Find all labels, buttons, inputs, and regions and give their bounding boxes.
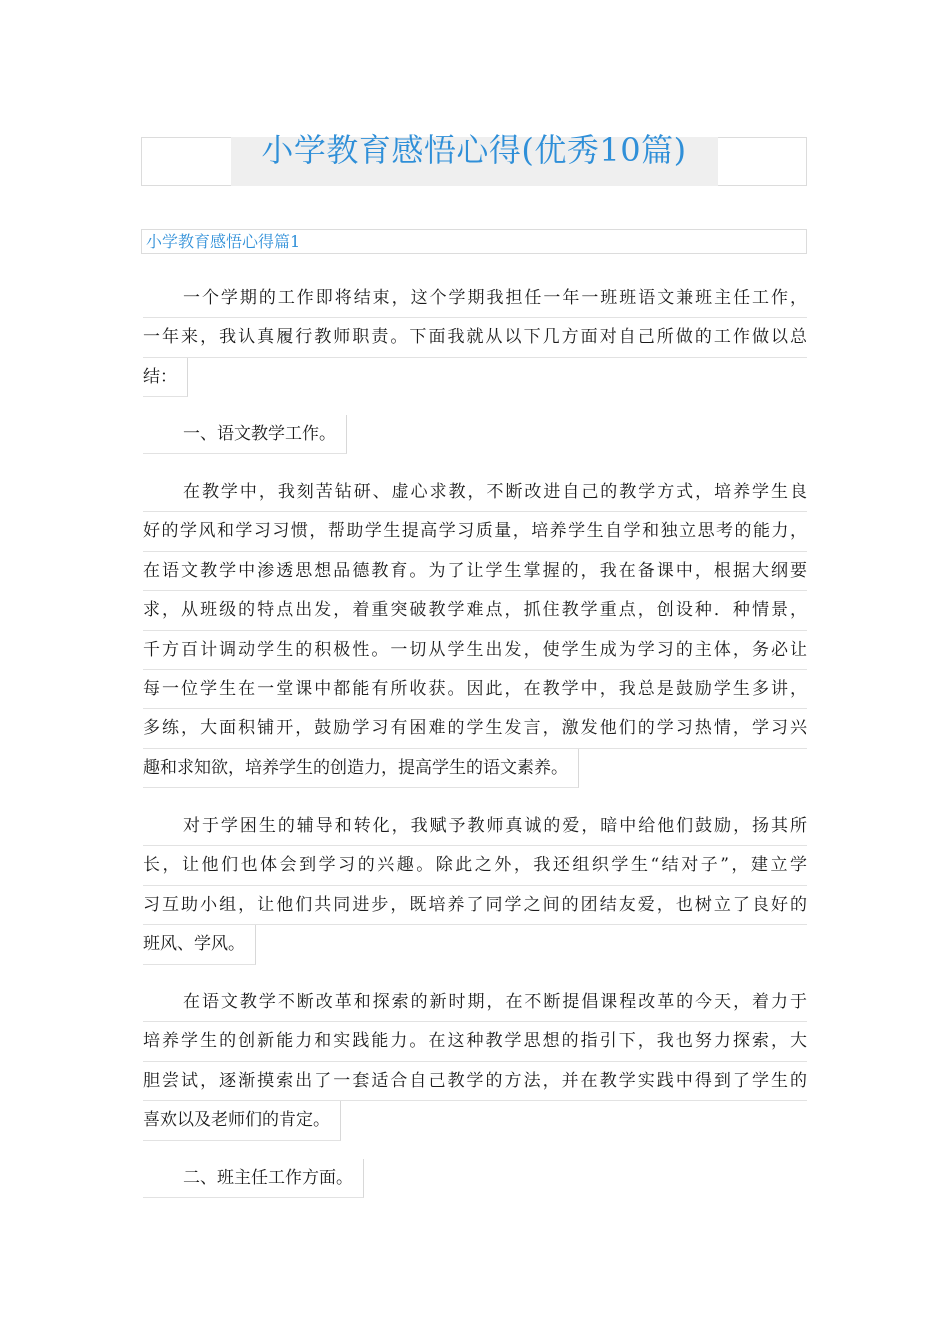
paragraph-line: 在教学中，我刻苦钻研、虚心求教，不断改进自己的教学方式，培养学生良 [143,473,807,512]
paragraph-line: 习互助小组，让他们共同进步，既培养了同学之间的团结友爱，也树立了良好的 [143,886,807,925]
paragraph-line: 千方百计调动学生的积极性。一切从学生出发，使学生成为学习的主体，务必让 [143,631,807,670]
paragraph-4 [143,807,807,980]
paragraph-line: 求，从班级的特点出发，着重突破教学难点，抓住教学重点，创设种．种情景， [143,591,807,630]
paragraph-line: 趣和求知欲，培养学生的创造力，提高学生的语文素养。 [143,749,579,788]
paragraph-3 [143,473,807,804]
document-title: 小学教育感悟心得(优秀10篇) [261,131,687,169]
paragraph-line: 好的学风和学习习惯，帮助学生提高学习质量，培养学生自学和独立思考的能力， [143,512,807,551]
paragraph-line: 喜欢以及老师们的肯定。 [143,1101,341,1140]
paragraph-2 [143,415,807,454]
paragraph-line: 对于学困生的辅导和转化，我赋予教师真诚的爱，暗中给他们鼓励，扬其所 [143,807,807,846]
subsection-heading: 二、班主任工作方面。 [143,1159,364,1198]
paragraph-line: 在语文教学不断改革和探索的新时期，在不断提倡课程改革的今天，着力于 [143,983,807,1022]
paragraph-line: 一个学期的工作即将结束，这个学期我担任一年一班班语文兼班主任工作， [143,279,807,318]
section-heading: 小学教育感悟心得篇1 [146,232,301,251]
paragraph-1 [143,279,807,413]
paragraph-line: 胆尝试，逐渐摸索出了一套适合自己教学的方法，并在教学实践中得到了学生的 [143,1062,807,1101]
paragraph-line: 培养学生的创新能力和实践能力。在这种教学思想的指引下，我也努力探索，大 [143,1022,807,1061]
paragraph-5 [143,983,807,1156]
paragraph-line: 每一位学生在一堂课中都能有所收获。因此，在教学中，我总是鼓励学生多讲， [143,670,807,709]
paragraph-line: 在语文教学中渗透思想品德教育。为了让学生掌握的，我在备课中，根据大纲要 [143,552,807,591]
subsection-heading: 一、语文教学工作。 [143,415,347,454]
paragraph-line: 长，让他们也体会到学习的兴趣。除此之外，我还组织学生“结对子”，建立学 [143,846,807,885]
paragraph-6 [143,1159,807,1198]
paragraph-line: 结： [143,358,188,397]
paragraph-line: 多练，大面积铺开，鼓励学习有困难的学生发言，激发他们的学习热情，学习兴 [143,709,807,748]
paragraph-line: 班风、学风。 [143,925,256,964]
paragraph-line: 一年来，我认真履行教师职责。下面我就从以下几方面对自己所做的工作做以总 [143,318,807,357]
